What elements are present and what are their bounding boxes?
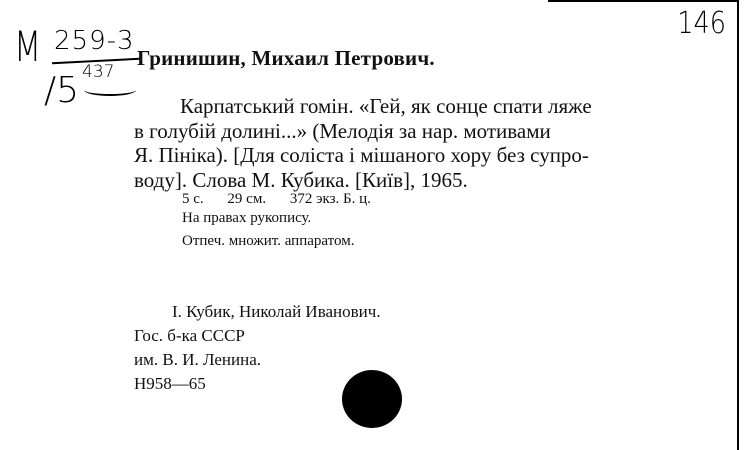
shelfmark-bottom: /5 xyxy=(44,70,80,111)
shelfmark-top: 259-3 xyxy=(54,26,135,56)
physical-details xyxy=(182,188,371,211)
added-entry: I. Кубик, Николай Иванович. xyxy=(172,302,381,321)
pages-count: 5 с. xyxy=(182,191,204,207)
card-edge-right xyxy=(737,0,739,450)
page-number: 146 xyxy=(677,6,726,41)
size: 29 см. xyxy=(227,191,267,207)
description-line: в голубій долині...» (Мелодія за нар. мотивами xyxy=(134,118,551,143)
note-printing: Отпеч. множит. аппаратом. xyxy=(182,233,355,249)
card-edge-top xyxy=(548,0,738,2)
library-line: Гос. б-ка СССР xyxy=(134,326,245,345)
shelfmark-underline xyxy=(84,84,136,96)
description-line: Карпатський гомін. «Гей, як сонце спати ляже xyxy=(180,94,592,118)
shelfmark-sub: 437 xyxy=(82,62,115,82)
description-line: воду]. Слова М. Кубика. [Київ], 1965. xyxy=(134,167,468,192)
tracing-block xyxy=(134,300,381,396)
shelfmark-letter: М xyxy=(14,22,42,71)
card-number: Н958—65 xyxy=(134,374,206,393)
copies: 372 экз. Б. ц. xyxy=(289,191,371,207)
note-rights: На правах рукопису. xyxy=(182,210,312,226)
punch-hole xyxy=(342,370,402,428)
library-line: им. В. И. Ленина. xyxy=(134,350,262,369)
title-description xyxy=(134,94,694,192)
description-line: Я. Пініка). [Для соліста і мішаного хору без супро- xyxy=(134,143,589,167)
author-heading: Гринишин, Михаил Петрович. xyxy=(137,46,435,70)
